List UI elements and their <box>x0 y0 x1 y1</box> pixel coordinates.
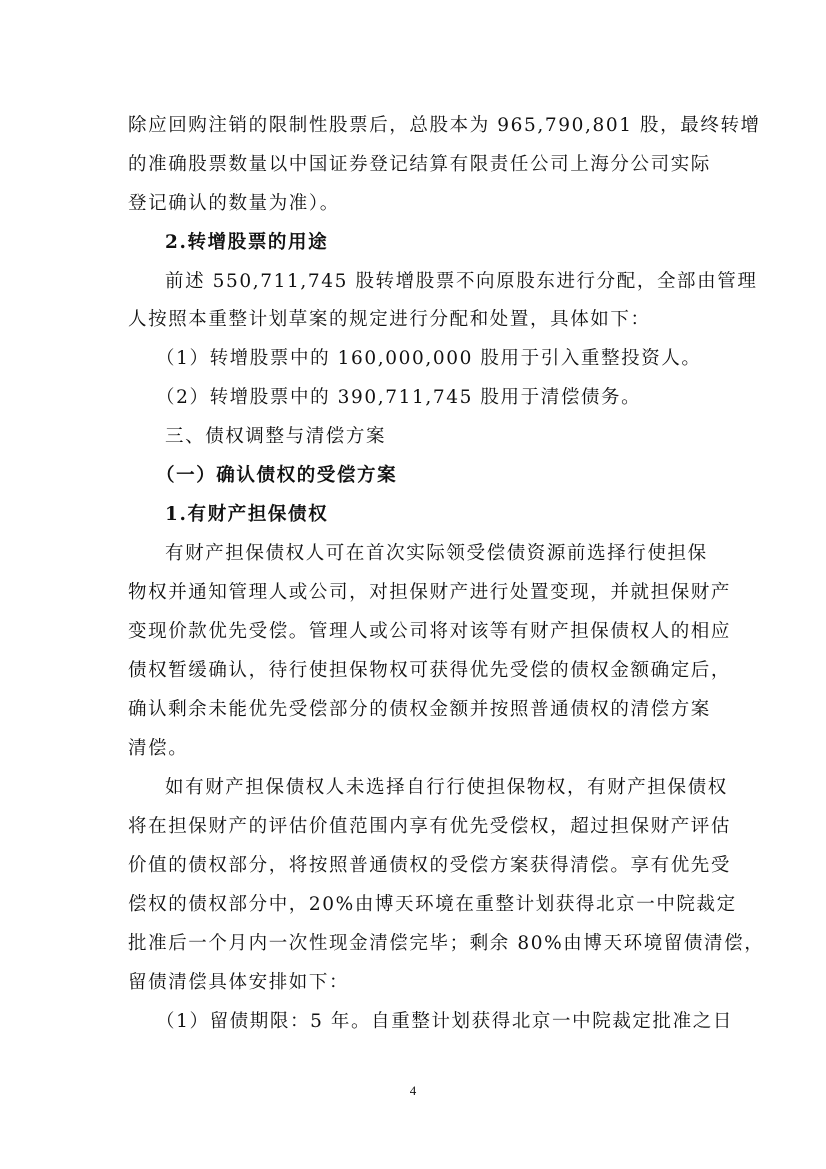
body-text-line: 确认剩余未能优先受偿部分的债权金额并按照普通债权的清偿方案 <box>128 699 711 720</box>
body-text-line: 的准确股票数量以中国证券登记结算有限责任公司上海分公司实际 <box>128 154 711 175</box>
body-text-line: 有财产担保债权人可在首次实际领受偿债资源前选择行使担保 <box>165 543 708 564</box>
body-text-line: 留债清偿具体安排如下： <box>128 972 350 993</box>
body-text-line: 债权暂缓确认，待行使担保物权可获得优先受偿的债权金额确定后， <box>128 660 732 681</box>
body-text-line: 人按照本重整计划草案的规定进行分配和处置，具体如下： <box>128 309 651 330</box>
body-text-line: 价值的债权部分，将按照普通债权的受偿方案获得清偿。享有优先受 <box>128 855 732 876</box>
body-text-line: 批准后一个月内一次性现金清偿完毕；剩余 80%由博天环境留债清偿， <box>128 933 765 954</box>
list-item: （1）留债期限：5 年。自重整计划获得北京一中院裁定批准之日 <box>156 1011 733 1032</box>
body-text-line: 如有财产担保债权人未选择自行行使担保物权，有财产担保债权 <box>165 777 728 798</box>
subsection-heading: 1.有财产担保债权 <box>165 504 329 525</box>
section-heading: 三、债权调整与清偿方案 <box>165 426 387 447</box>
subsection-heading: （一）确认债权的受偿方案 <box>156 465 398 486</box>
body-text-line: 登记确认的数量为准）。 <box>128 193 340 214</box>
list-item: （1）转增股票中的 160,000,000 股用于引入重整投资人。 <box>156 348 702 369</box>
body-text-line: 物权并通知管理人或公司，对担保财产进行处置变现，并就担保财产 <box>128 582 732 603</box>
body-text-line: 将在担保财产的评估价值范围内享有优先受偿权，超过担保财产评估 <box>128 816 732 837</box>
body-text-line: 前述 550,711,745 股转增股票不向原股东进行分配，全部由管理 <box>165 271 758 292</box>
subsection-heading: 2.转增股票的用途 <box>165 232 329 253</box>
body-text-line: 变现价款优先受偿。管理人或公司将对该等有财产担保债权人的相应 <box>128 621 732 642</box>
body-text-line: 清偿。 <box>128 738 189 759</box>
body-text-line: 除应回购注销的限制性股票后，总股本为 965,790,801 股，最终转增 <box>128 115 761 136</box>
body-text-line: 偿权的债权部分中，20%由博天环境在重整计划获得北京一中院裁定 <box>128 894 737 915</box>
page-number: 4 <box>409 1083 417 1098</box>
list-item: （2）转增股票中的 390,711,745 股用于清偿债务。 <box>156 387 642 408</box>
